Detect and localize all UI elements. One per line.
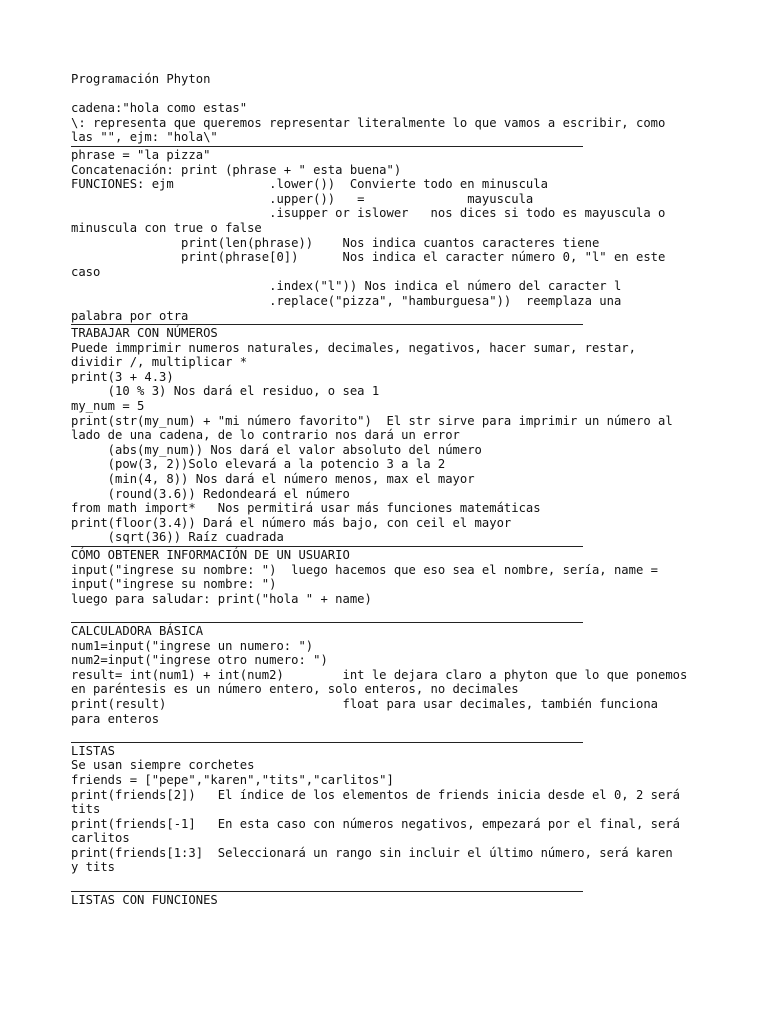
- text-line: caso: [71, 264, 101, 279]
- text-line: input("ingrese su nombre: "): [71, 577, 277, 592]
- text-section: [71, 893, 711, 908]
- text-section: [71, 744, 711, 875]
- text-line: (abs(my_num)) Nos dará el valor absoluto del número: [71, 442, 482, 457]
- text-line: .upper()) = mayuscula: [71, 191, 534, 206]
- text-line: (sqrt(36)) Raíz cuadrada: [71, 530, 284, 545]
- text-line: tits: [71, 802, 101, 817]
- text-line: print(result) float para usar decimales, también funciona: [71, 696, 658, 711]
- text-section: [71, 101, 711, 145]
- text-line: cadena:"hola como estas": [71, 101, 248, 116]
- text-line: .index("l")) Nos indica el número del caracter l: [71, 279, 622, 294]
- text-line: carlitos: [71, 831, 130, 846]
- text-line: las "", ejm: "hola\": [71, 130, 218, 145]
- section-divider: [71, 324, 583, 325]
- section-heading: TRABAJAR CON NÚMEROS: [71, 326, 218, 341]
- section-heading: LISTAS CON FUNCIONES: [71, 892, 218, 907]
- text-line: dividir /, multiplicar *: [71, 355, 248, 370]
- text-line: Concatenación: print (phrase + " esta buena"): [71, 162, 402, 177]
- text-line: print(str(my_num) + "mi número favorito") El str sirve para imprimir un número al: [71, 413, 673, 428]
- text-line: my_num = 5: [71, 399, 145, 414]
- text-line: luego para saludar: print("hola " + name): [71, 591, 372, 606]
- text-line: num1=input("ingrese un numero: "): [71, 638, 314, 653]
- text-section: [71, 548, 711, 606]
- section-divider: [71, 146, 583, 147]
- spacer: [71, 87, 711, 102]
- text-line: \: representa que queremos representar literalmente lo que vamos a escribir, como: [71, 115, 666, 130]
- text-line: from math import* Nos permitirá usar más funciones matemáticas: [71, 501, 541, 516]
- text-line: print(3 + 4.3): [71, 369, 174, 384]
- text-line: (min(4, 8)) Nos dará el número menos, max el mayor: [71, 472, 475, 487]
- section-heading: CALCULADORA BÁSICA: [71, 623, 204, 638]
- text-line: friends = ["pepe","karen","tits","carlitos"]: [71, 772, 394, 787]
- document-body: [71, 101, 711, 907]
- text-line: Se usan siempre corchetes: [71, 758, 255, 773]
- text-line: print(friends[1:3] Seleccionará un rango sin incluir el último número, será karen: [71, 845, 673, 860]
- text-line: print(len(phrase)) Nos indica cuantos caracteres tiene: [71, 235, 600, 250]
- text-line: print(friends[2]) El índice de los elementos de friends inicia desde el 0, 2 será: [71, 787, 681, 802]
- text-section: [71, 624, 711, 726]
- text-line: Puede immprimir numeros naturales, decimales, negativos, hacer sumar, restar,: [71, 340, 636, 355]
- spacer: [71, 606, 711, 621]
- text-line: lado de una cadena, de lo contrario nos dará un error: [71, 428, 460, 443]
- text-line: (round(3.6)) Redondeará el número: [71, 486, 350, 501]
- text-line: FUNCIONES: ejm .lower()) Convierte todo en minuscula: [71, 177, 548, 192]
- text-line: print(phrase[0]) Nos indica el caracter número 0, "l" en este: [71, 250, 666, 265]
- text-line: num2=input("ingrese otro numero: "): [71, 653, 328, 668]
- text-line: minuscula con true o false: [71, 220, 262, 235]
- text-line: print(floor(3.4)) Dará el número más bajo, con ceil el mayor: [71, 515, 512, 530]
- text-line: .isupper or islower nos dices si todo es mayuscula o: [71, 206, 666, 221]
- section-divider: [71, 546, 583, 547]
- text-line: para enteros: [71, 711, 160, 726]
- section-divider: [71, 622, 583, 623]
- spacer: [71, 875, 711, 890]
- document-title: Programación Phyton: [71, 72, 211, 86]
- text-section: [71, 326, 711, 545]
- section-heading: LISTAS: [71, 743, 116, 758]
- text-line: y tits: [71, 860, 116, 875]
- text-line: (pow(3, 2))Solo elevará a la potencio 3 a la 2: [71, 457, 446, 472]
- text-line: result= int(num1) + int(num2) int le dejara claro a phyton que lo que ponemos: [71, 667, 688, 682]
- spacer: [71, 726, 711, 741]
- section-divider: [71, 742, 583, 743]
- text-line: input("ingrese su nombre: ") luego hacemos que eso sea el nombre, sería, name =: [71, 562, 658, 577]
- text-section: [71, 148, 711, 323]
- section-heading: CÓMO OBTENER INFORMACIÓN DE UN USUARIO: [71, 548, 350, 562]
- text-line: palabra por otra: [71, 308, 189, 323]
- document-page: [71, 72, 711, 907]
- section-divider: [71, 891, 583, 892]
- text-line: (10 % 3) Nos dará el residuo, o sea 1: [71, 384, 380, 399]
- text-line: print(friends[-1] En esta caso con números negativos, empezará por el final, será: [71, 816, 681, 831]
- text-line: .replace("pizza", "hamburguesa")) reemplaza una: [71, 293, 622, 308]
- text-line: phrase = "la pizza": [71, 147, 211, 162]
- text-line: en paréntesis es un número entero, solo enteros, no decimales: [71, 682, 519, 697]
